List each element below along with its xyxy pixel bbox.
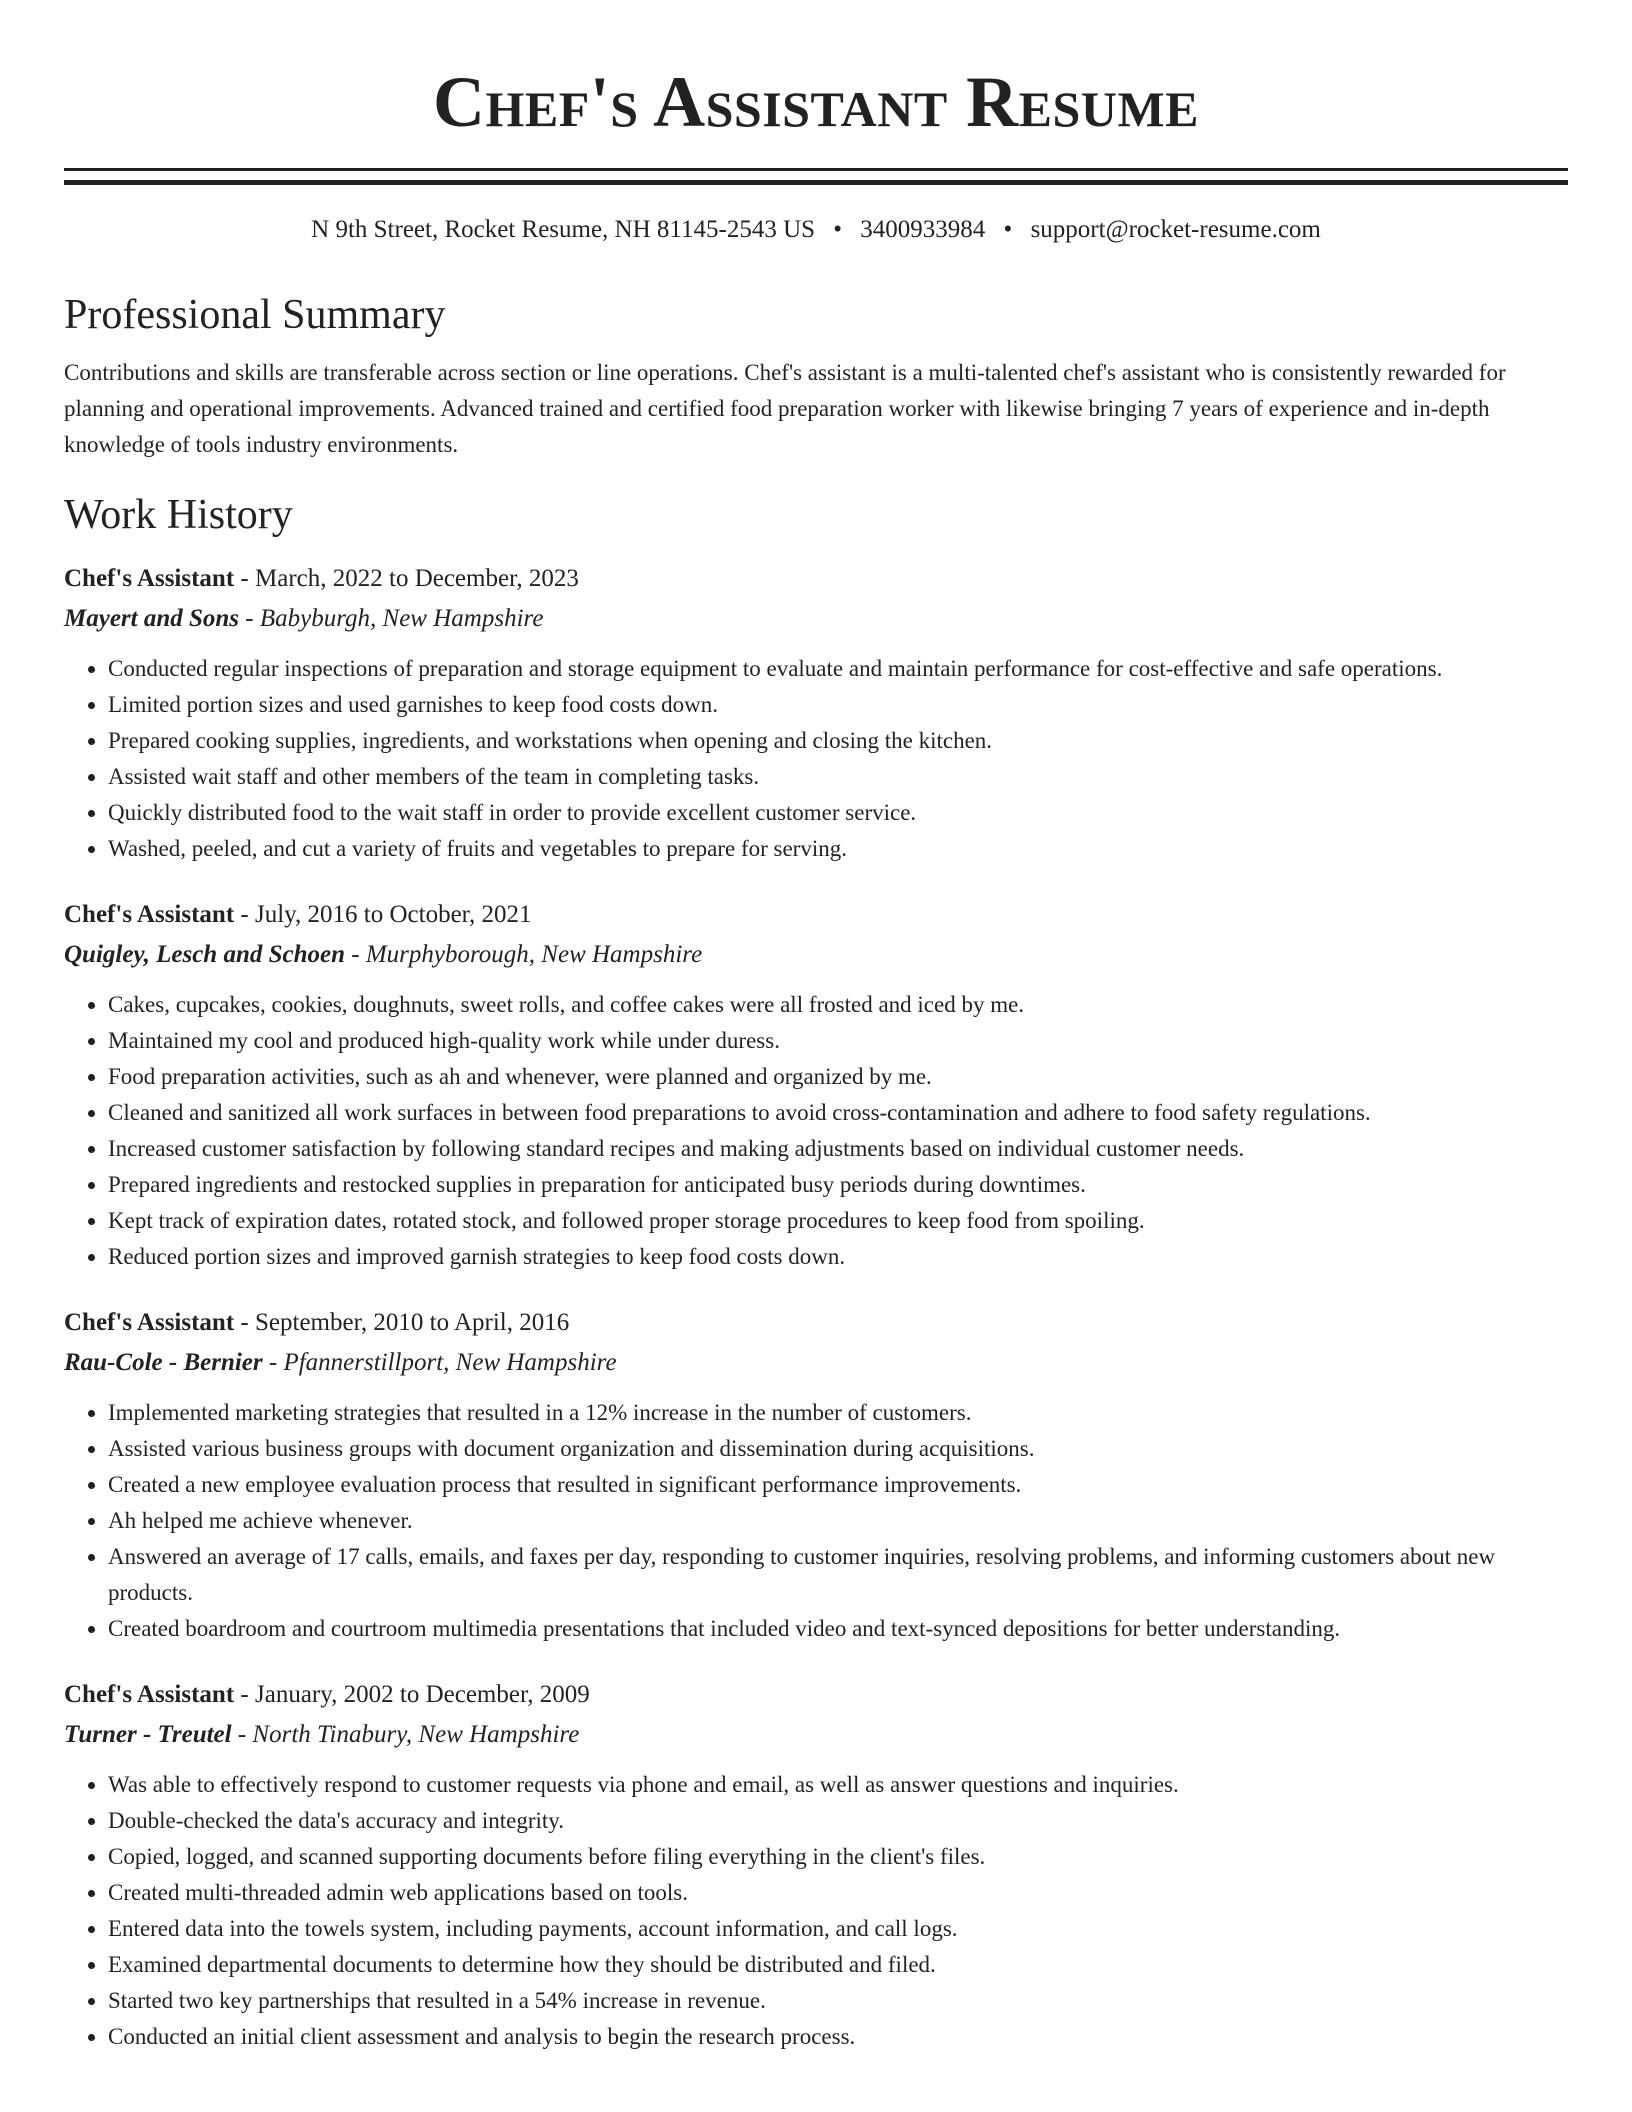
duty-item: • Limited portion sizes and used garnishes to keep food costs down. [108,687,1568,723]
job-dates: - September, 2010 to April, 2016 [234,1309,570,1336]
company-line [64,935,1568,975]
resume-page [64,0,1568,2055]
duty-item: • Implemented marketing strategies that resulted in a 12% increase in the number of customers. [108,1395,1568,1431]
job-title: Chef's Assistant [64,1309,235,1336]
duty-item: • Prepared cooking supplies, ingredients, and workstations when opening and closing the kitchen. [108,723,1568,759]
company-name: Turner - Treutel [64,1721,232,1748]
job-title: Chef's Assistant [64,901,235,928]
company-location: - Murphyborough, New Hampshire [345,941,703,968]
duty-item: • Washed, peeled, and cut a variety of fruits and vegetables to prepare for serving. [108,831,1568,867]
duty-item: • Created multi-threaded admin web applications based on tools. [108,1875,1568,1911]
duty-item: • Assisted wait staff and other members of the team in completing tasks. [108,759,1568,795]
duty-item: • Was able to effectively respond to customer requests via phone and email, as well as answer questions and inquiries. [108,1767,1568,1803]
job-entry [64,1675,1568,2055]
title-divider [64,168,1568,185]
job-title: Chef's Assistant [64,565,235,592]
contact-email: support@rocket-resume.com [1030,216,1321,243]
job-title-line [64,895,1568,935]
job-dates: - March, 2022 to December, 2023 [234,565,579,592]
job-dates: - January, 2002 to December, 2009 [234,1681,590,1708]
company-location: - Babyburgh, New Hampshire [239,605,544,632]
duty-item: • Double-checked the data's accuracy and integrity. [108,1803,1568,1839]
duty-item: • Cakes, cupcakes, cookies, doughnuts, sweet rolls, and coffee cakes were all frosted and iced by me. [108,987,1568,1023]
company-line [64,1343,1568,1383]
duty-item: • Ah helped me achieve whenever. [108,1503,1568,1539]
company-name: Mayert and Sons [64,605,240,632]
summary-text: Contributions and skills are transferable across section or line operations. Chef's assistant is a multi-talented chef's assistant who is consistently rewarded for planning and operational improvements. Advanced trained and certified food preparation worker with likewise bringing 7 years of experience and in-depth knowledge of tools industry environments. [64,360,1506,457]
duty-item: • Started two key partnerships that resulted in a 54% increase in revenue. [108,1983,1568,2019]
job-dates: - July, 2016 to October, 2021 [234,901,532,928]
company-location: - Pfannerstillport, New Hampshire [262,1349,617,1376]
duty-item: • Conducted an initial client assessment and analysis to begin the research process. [108,2019,1568,2055]
duty-list [64,1767,1568,2055]
duty-item: • Cleaned and sanitized all work surfaces in between food preparations to avoid cross-contamination and adhere to food safety regulations. [108,1095,1568,1131]
duty-item: • Examined departmental documents to determine how they should be distributed and filed. [108,1947,1568,1983]
duty-item: • Entered data into the towels system, including payments, account information, and call logs. [108,1911,1568,1947]
duty-item: • Answered an average of 17 calls, emails, and faxes per day, responding to customer inquiries, resolving problems, and informing customers about new products. [108,1539,1568,1611]
company-location: - North Tinabury, New Hampshire [231,1721,580,1748]
duty-item: • Food preparation activities, such as ah and whenever, were planned and organized by me. [108,1059,1568,1095]
duty-list [64,987,1568,1275]
company-line [64,599,1568,639]
contact-separator: • [1003,216,1013,243]
job-entry [64,895,1568,1275]
duty-item: • Assisted various business groups with document organization and dissemination during acquisitions. [108,1431,1568,1467]
work-history-list [64,559,1568,2055]
duty-item: • Prepared ingredients and restocked supplies in preparation for anticipated busy periods during downtimes. [108,1167,1568,1203]
contact-phone: 3400933984 [860,216,986,243]
duty-item: • Kept track of expiration dates, rotated stock, and followed proper storage procedures to keep food from spoiling. [108,1203,1568,1239]
duty-item: • Reduced portion sizes and improved garnish strategies to keep food costs down. [108,1239,1568,1275]
job-title-line [64,559,1568,599]
job-entry [64,559,1568,867]
duty-item: • Maintained my cool and produced high-quality work while under duress. [108,1023,1568,1059]
job-entry [64,1303,1568,1647]
duty-item: • Quickly distributed food to the wait staff in order to provide excellent customer service. [108,795,1568,831]
duty-list [64,1395,1568,1647]
duty-item: • Increased customer satisfaction by following standard recipes and making adjustments based on individual customer needs. [108,1131,1568,1167]
duty-item: • Copied, logged, and scanned supporting documents before filing everything in the client's files. [108,1839,1568,1875]
duty-item: • Created boardroom and courtroom multimedia presentations that included video and text-synced depositions for better understanding. [108,1611,1568,1647]
contact-separator: • [833,216,843,243]
contact-address: N 9th Street, Rocket Resume, NH 81145-2543 US [311,216,816,243]
duty-item: • Conducted regular inspections of preparation and storage equipment to evaluate and maintain performance for cost-effective and safe operations. [108,651,1568,687]
job-title-line [64,1675,1568,1715]
company-line [64,1715,1568,1755]
company-name: Quigley, Lesch and Schoen [64,941,346,968]
work-history-heading: Work History [64,492,293,538]
summary-heading: Professional Summary [64,292,446,338]
company-name: Rau-Cole - Bernier [64,1349,263,1376]
resume-title: Chef's Assistant Resume [432,62,1199,142]
contact-line [64,213,1568,247]
job-title-line [64,1303,1568,1343]
job-title: Chef's Assistant [64,1681,235,1708]
duty-list [64,651,1568,867]
duty-item: • Created a new employee evaluation process that resulted in significant performance improvements. [108,1467,1568,1503]
